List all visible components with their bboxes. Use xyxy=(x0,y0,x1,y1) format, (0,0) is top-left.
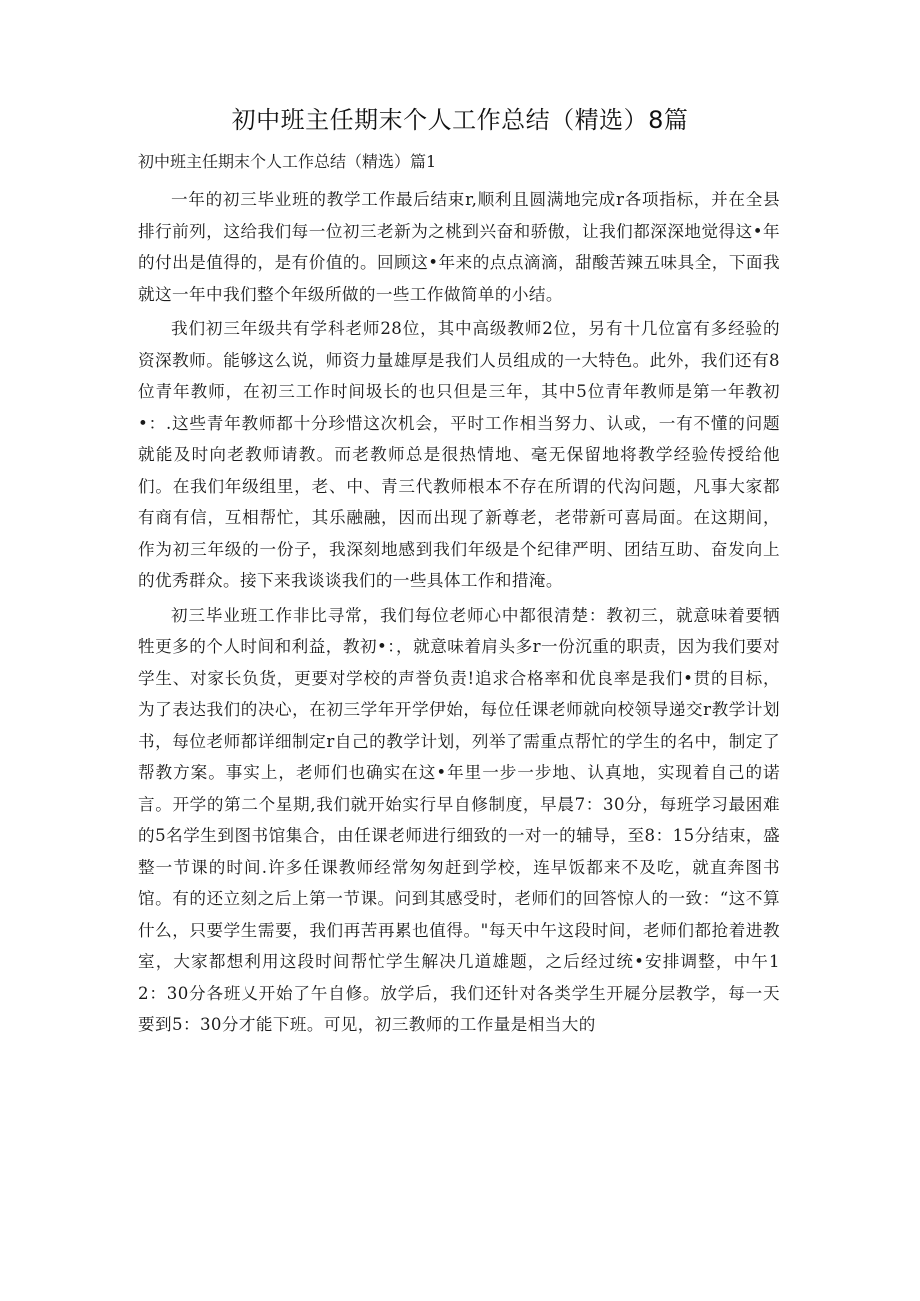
paragraph-2: 我们初三年级共有学科老师28位，其中高级教师2位，另有十几位富有多经验的资深教师。能够这么说，师资力量雄厚是我们人员组成的一大特色。此外，我们还有8位青年教师，在初三工作时间圾长的也只但是三年，其中5位青年教师是第一年教初•：.这些青年教师都十分珍惜这次机会，平时工作相当努力、认或，一有不懂的问题就能及时向老教师请教。而老教师总是很热情地、毫无保留地将教学经验传授给他们。在我们年级组里，老、中、青三代教师根本不存在所谓的代沟问题，凡事大家都有商有信，互相帮忙，其乐融融，因而出现了新尊老，老带新可喜局面。在这期间，作为初三年级的一份子，我深刻地感到我们年级是个纪律严明、团结互助、奋发向上的优秀群众。接下来我谈谈我们的一些具体工作和措淹。 xyxy=(138,319,780,590)
document-body xyxy=(138,184,780,1044)
document-title: 初中班主任期末个人工作总结（精选）8篇 xyxy=(231,106,689,134)
section-heading: 初中班主任期末个人工作总结（精选）篇1 xyxy=(138,152,437,171)
paragraph-1: 一年的初三毕业班的教学工作最后结束r,顺利且圆满地完成r各项指标，并在全县排行前列，这给我们每一位初三老新为之桃到兴奋和骄傲，让我们都深深地觉得这•年的付出是值得的，是有价值的。回顾这•年来的点点滴滴，甜酸苦辣五味具全，下面我就这一年中我们整个年级所做的一些工作做简单的小结。 xyxy=(138,190,780,304)
paragraph-3: 初三毕业班工作非比寻常，我们每位老师心中都很清楚：教初三，就意味着要牺牲更多的个人时间和利益，教初•：，就意味着肩头多r一份沉重的职责，因为我们要对学生、对家长负货，更要对学校的声誉负责!追求合格率和优良率是我们•贯的目标，为了表达我们的决心，在初三学年开学伊始，每位任课老师就向校领导递交r教学计划书，每位老师都详细制定r自己的教学计划，列举了需重点帮忙的学生的名中，制定了帮教方案。事实上，老师们也确实在这•年里一步一步地、认真地，实现着自己的诺言。开学的第二个星期,我们就开始实行早自修制度，早晨7：30分，每班学习最困难的5名学生到图书馆集合，由任课老师进行细致的一对一的辅导，至8：15分结束，盛整一节课的时间.许多任课教师经常匆匆赶到学校，连早饭都来不及吃，就直奔图书馆。有的还立刻之后上第一节课。问到其感受时，老师们的回答惊人的一致：“这不算什么，只要学生需要，我们再苦再累也值得。"每天中午这段时间，老师们都抢着进教室，大家都想利用这段时间帮忙学生解决几道雄题，之后经过统•安排调整，中午12：30分各班乂开始了午自修。放学后，我们还针对各类学生开屣分层教学，每一天要到5：30分才能下班。可见，初三教师的工作量是相当大的 xyxy=(138,605,780,1034)
